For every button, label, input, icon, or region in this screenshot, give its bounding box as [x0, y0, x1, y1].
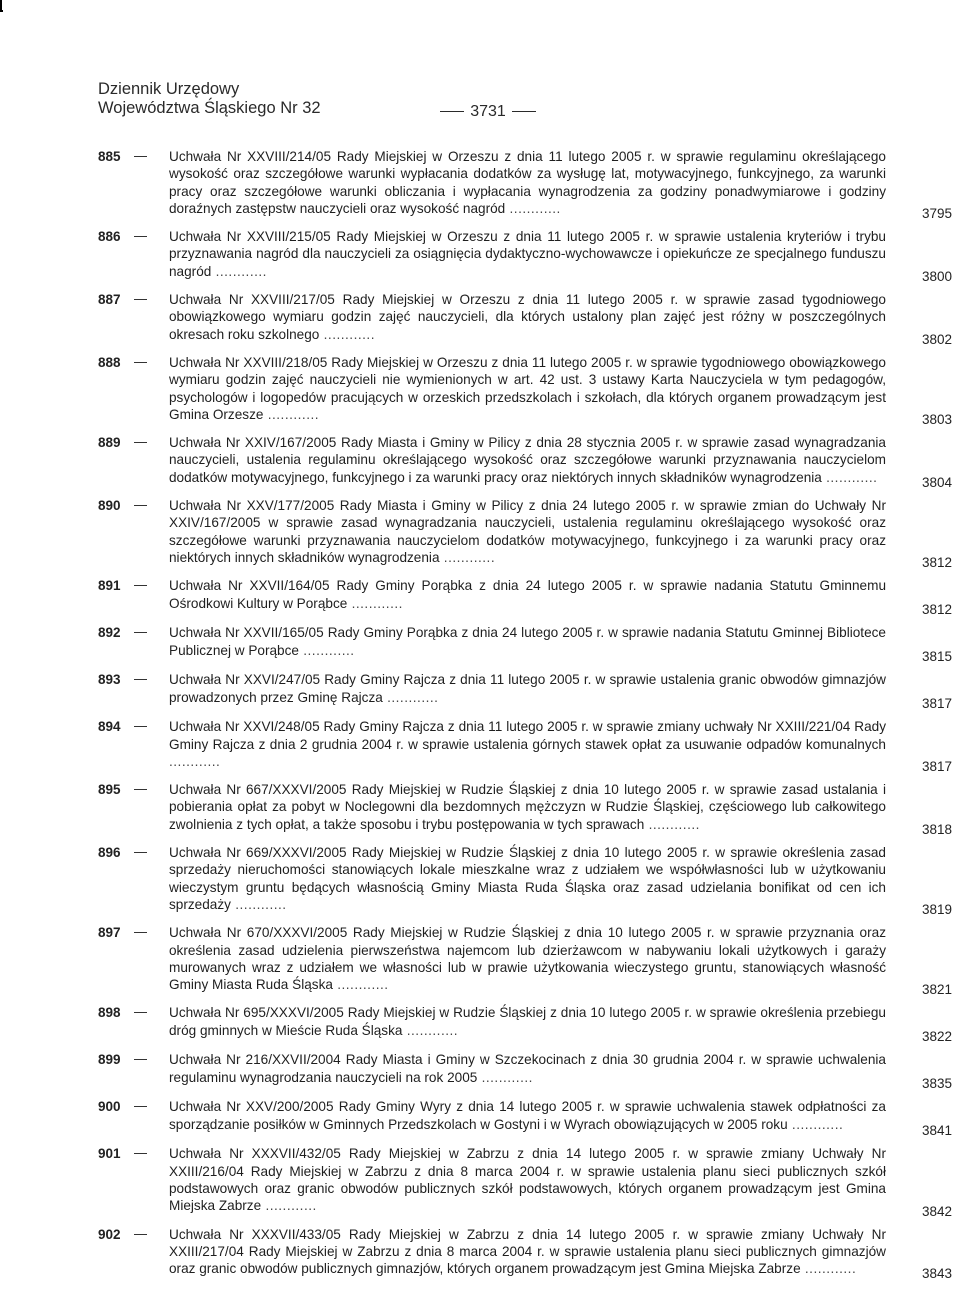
dot-leader: ............: [263, 406, 320, 422]
entry-title-text: Uchwała Nr 216/XXVII/2004 Rady Miasta i Gminy w Szczekocinach z dnia 30 grudnia 2004 r. w sprawie uchwalenia regulaminu wynagrodzania nauczycieli na rok 2005: [169, 1052, 886, 1085]
entry-page-number: 3821: [922, 982, 953, 998]
entry-title-text: Uchwała Nr XXIV/167/2005 Rady Miasta i Gminy w Pilicy z dnia 28 stycznia 2005 r. w sprawie zasad wynagradzania nauczycieli, ustalenia regulaminu określającego wysokość oraz szczegółowe warunki przyznawania nauczycielom dodatków motywacyjnego, funkcyjnego i za warunki pracy oraz niektórych innych składników wynagrodzenia: [169, 435, 886, 485]
entry-title: [169, 354, 886, 423]
toc-entry: [0, 291, 960, 347]
page-number: 3731: [470, 103, 506, 120]
entry-title-text: Uchwała Nr 670/XXXVI/2005 Rady Miejskiej w Rudzie Śląskiej z dnia 10 lutego 2005 r. w sprawie przyznania oraz określenia zasad udzielenia pierwszeństwa najemcom lub dzierżawcom w nabywaniu lokali użytkowych i garaży murowanych wraz z udziałem we własności lub w prawie użytkowania wieczystego gruntu, stanowiących własność Gminy Miasta Ruda Śląska: [169, 925, 886, 993]
entry-title-text: Uchwała Nr XXVIII/214/05 Rady Miejskiej w Orzeszu z dnia 11 lutego 2005 r. w sprawie regulaminu określającego wysokość oraz szczegółowe warunki wypłacania dodatków za wysługę lat, motywacyjnego, funkcyjnego, za warunki pracy oraz szczegółowe warunki obliczania i wypłacania wynagrodzenia za godziny ponadwymiarowe i godziny doraźnych zastępstw nauczycieli oraz wysokość nagród: [169, 149, 886, 216]
entry-title-text: Uchwała Nr XXV/200/2005 Rady Gminy Wyry z dnia 14 lutego 2005 r. w sprawie uchwalenia stawek odpłatności za sporządzanie posiłków w Gminnych Przedszkolach w Gostyni i w Wyrach obowiązujących w 2005 roku: [169, 1099, 886, 1132]
entry-title-text: Uchwała Nr 669/XXXVI/2005 Rady Miejskiej w Rudzie Śląskiej z dnia 10 lutego 2005 r. w sprawie określenia zasad sprzedaży nieruchomości stanowiących lokale mieszkalne wraz z udziałem we współwłasności lub w użytkowaniu wieczystym gruntu będących własnością Gminy Miasta Ruda Śląska oraz zasad udzielania bonifikat od cen ich sprzedaży: [169, 845, 886, 912]
entry-title: [169, 671, 886, 706]
page-number-block: [98, 102, 878, 121]
dot-leader: ............: [261, 1198, 317, 1214]
entry-number: 894: [98, 719, 121, 735]
entry-page-number: 3815: [922, 649, 953, 665]
toc-entry: [0, 148, 960, 222]
entry-number: 895: [98, 782, 121, 798]
entry-title: [169, 434, 886, 486]
entry-number: 893: [98, 672, 121, 688]
dot-leader: ............: [298, 642, 355, 658]
entry-title-text: Uchwała Nr XXV/177/2005 Rady Miasta i Gminy w Pilicy z dnia 24 lutego 2005 r. w sprawie zmian do Uchwały Nr XXIV/167/2005 w sprawie zasad wynagradzania nauczycieli, ustalenia regulaminu określającego wysokość oraz szczegółowe warunki przyznawania nauczycielom dodatków motywacyjnego, funkcyjnego i za warunki pracy oraz niektórych innych składników wynagrodzenia: [169, 498, 886, 565]
entry-page-number: 3818: [922, 822, 953, 838]
entry-dash: [134, 1059, 147, 1060]
page-number-dash-left: [440, 111, 464, 112]
entry-title-text: Uchwała Nr XXVII/165/05 Rady Gminy Porąbka z dnia 24 lutego 2005 r. w sprawie nadania Statutu Gminnej Bibliotece Publicznej w Porąbce: [169, 625, 886, 658]
entry-title-text: Uchwała Nr 695/XXXVI/2005 Rady Miejskiej w Rudzie Śląskiej z dnia 10 lutego 2005 r. w sprawie określenia przebiegu dróg gminnych w Mieście Ruda Śląska: [169, 1005, 886, 1038]
dot-leader: ............: [821, 469, 878, 485]
entry-page-number: 3804: [922, 475, 953, 491]
dot-leader: ............: [644, 816, 700, 832]
entry-dash: [134, 362, 147, 363]
entry-title-text: Uchwała Nr XXXVII/432/05 Rady Miejskiej w Zabrzu z dnia 14 lutego 2005 r. w sprawie zmiany Uchwały Nr XXIII/216/04 Rady Miejskiej w Zabrzu z dnia 8 marca 2004 r. w sprawie ustalenia planu sieci publicznych szkół podstawowych oraz granic obwodów publicznych szkół podstawowych, których organem prowadzącym jest Gmina Miejska Zabrze: [169, 1146, 886, 1214]
entry-title: [169, 1226, 886, 1278]
entry-number: 897: [98, 925, 121, 941]
toc-entry: [0, 1226, 960, 1282]
entry-title: [169, 718, 886, 770]
toc-entry: [0, 924, 960, 998]
entry-dash: [134, 1012, 147, 1013]
entry-title-text: Uchwała Nr XXVIII/218/05 Rady Miejskiej w Orzeszu z dnia 11 lutego 2005 r. w sprawie tygodniowego obowiązkowego wymiaru godzin zajęć nauczycieli nie wymienionych w art. 42 ust. 3 ustawy Karta Nauczyciela w tym pedagogów, psychologów i logopedów pracujących w orzeskich przedszkolach i szkołach, dla których organem prowadzącym jest Gmina Orzesze: [169, 354, 886, 422]
entry-dash: [134, 852, 147, 853]
table-of-contents: [0, 148, 960, 1288]
toc-entry: [0, 434, 960, 491]
entry-number: 899: [98, 1052, 121, 1068]
entry-title-text: Uchwała Nr 667/XXXVI/2005 Rady Miejskiej w Rudzie Śląskiej z dnia 10 lutego 2005 r. w sprawie zasad ustalania i pobierania opłat za pobyt w Noclegowni dla bezdomnych mężczyzn w Rudzie Śląskiej, częściowego lub całkowitego zwolnienia z tych opłat, a także sposobu i trybu postępowania w tych sprawach: [169, 782, 886, 832]
toc-entry: [0, 671, 960, 712]
toc-entry: [0, 718, 960, 775]
dot-leader: ............: [505, 200, 561, 216]
entry-dash: [134, 1234, 147, 1235]
entry-dash: [134, 442, 147, 443]
entry-page-number: 3822: [922, 1029, 953, 1045]
entry-title-text: Uchwała Nr XXVIII/215/05 Rady Miejskiej w Orzeszu z dnia 11 lutego 2005 r. w sprawie ustalenia kryteriów i trybu przyznawania nagród dla nauczycieli za osiągnięcia dydaktyczno-wychowawcze i opiekuńcze ze specjalnego funduszu nagród: [169, 229, 886, 279]
entry-number: 902: [98, 1226, 121, 1242]
entry-dash: [134, 789, 147, 790]
entry-dash: [134, 1106, 147, 1107]
entry-page-number: 3819: [922, 902, 953, 918]
toc-entry: [0, 1004, 960, 1045]
dot-leader: ............: [382, 689, 439, 705]
dot-leader: ............: [477, 1069, 533, 1085]
dot-leader: ............: [347, 595, 403, 611]
dot-leader: ............: [319, 326, 375, 342]
entry-dash: [134, 236, 147, 237]
entry-number: 900: [98, 1099, 121, 1115]
entry-title: [169, 1004, 886, 1039]
entry-dash: [134, 726, 147, 727]
entry-number: 898: [98, 1005, 121, 1021]
entry-dash: [134, 585, 147, 586]
entry-dash: [134, 632, 147, 633]
entry-title-text: Uchwała Nr XXVI/248/05 Rady Gminy Rajcza z dnia 11 lutego 2005 r. w sprawie zmiany uchwały Nr XXIII/221/04 Rady Gminy Rajcza z dnia 2 grudnia 2004 r. w sprawie ustalenia górnych stawek opłat za usuwanie odpadów komunalnych: [169, 719, 886, 752]
entry-page-number: 3800: [922, 269, 953, 285]
entry-title: [169, 781, 886, 833]
entry-page-number: 3835: [922, 1076, 953, 1092]
entry-title-text: Uchwała Nr XXVII/164/05 Rady Gminy Porąbka z dnia 24 lutego 2005 r. w sprawie nadania Statutu Gminnemu Ośrodkowi Kultury w Porąbce: [169, 578, 886, 611]
entry-page-number: 3841: [922, 1123, 953, 1139]
toc-entry: [0, 577, 960, 618]
dot-leader: ............: [402, 1022, 459, 1038]
entry-page-number: 3812: [922, 555, 953, 571]
entry-page-number: 3817: [922, 759, 953, 775]
entry-title: [169, 1098, 886, 1133]
journal-subtitle: Województwa Śląskiego Nr 32: [98, 99, 321, 117]
entry-number: 885: [98, 149, 121, 164]
entry-title-text: Uchwała Nr XXVIII/217/05 Rady Miejskiej w Orzeszu z dnia 11 lutego 2005 r. w sprawie zasad tygodniowego obowiązkowego wymiaru godzin zajęć nauczycieli, dla których ustalony plan zajęć jest różny w poszczególnych okresach roku szkolnego: [169, 292, 886, 342]
entry-title: [169, 228, 886, 280]
entry-number: 888: [98, 354, 121, 370]
dot-leader: ............: [211, 263, 267, 279]
entry-page-number: 3842: [922, 1203, 953, 1219]
entry-number: 890: [98, 498, 121, 514]
journal-title: Dziennik Urzędowy: [98, 80, 240, 98]
toc-entry: [0, 497, 960, 571]
entry-title-text: Uchwała Nr XXXVII/433/05 Rady Miejskiej w Zabrzu z dnia 14 lutego 2005 r. w sprawie zmiany Uchwały Nr XXIII/217/04 Rady Miejskiej w Zabrzu z dnia 8 marca 2004 r. w sprawie ustalenia planu sieci publicznych gimnazjów oraz granic obwodów publicznych gimnazjów, których organem prowadzącym jest Gmina Miejska Zabrze: [169, 1226, 886, 1277]
toc-entry: [0, 1098, 960, 1139]
entry-dash: [134, 299, 147, 300]
entry-page-number: 3795: [922, 206, 953, 222]
entry-number: 896: [98, 845, 121, 861]
entry-title: [169, 148, 886, 217]
entry-dash: [134, 932, 147, 933]
entry-title: [169, 577, 886, 612]
toc-entry: [0, 354, 960, 428]
entry-title: [169, 1051, 886, 1086]
entry-page-number: 3802: [922, 331, 953, 347]
entry-page-number: 3812: [922, 602, 953, 618]
crop-mark: [0, 0, 3, 12]
entry-number: 886: [98, 229, 121, 245]
toc-entry: [0, 781, 960, 838]
entry-dash: [134, 156, 147, 157]
dot-leader: ............: [332, 977, 389, 993]
entry-title-text: Uchwała Nr XXVI/247/05 Rady Gminy Rajcza z dnia 11 lutego 2005 r. w sprawie ustalenia granic obwodów gimnazjów prowadzonych przez Gminę Rajcza: [169, 672, 886, 705]
toc-entry: [0, 844, 960, 918]
entry-title: [169, 924, 886, 993]
dot-leader: ............: [439, 549, 496, 565]
dot-leader: ............: [230, 896, 287, 912]
entry-number: 889: [98, 435, 121, 451]
entry-title: [169, 291, 886, 343]
entry-dash: [134, 505, 147, 506]
entry-number: 891: [98, 578, 121, 594]
entry-page-number: 3803: [922, 412, 953, 428]
dot-leader: ............: [800, 1261, 857, 1277]
entry-dash: [134, 1153, 147, 1154]
page-header: [98, 80, 878, 124]
entry-title: [169, 1145, 886, 1214]
entry-title: [169, 624, 886, 659]
toc-entry: [0, 624, 960, 665]
page-number-dash-right: [512, 111, 536, 112]
entry-dash: [134, 679, 147, 680]
toc-entry: [0, 228, 960, 285]
entry-title: [169, 844, 886, 913]
toc-entry: [0, 1051, 960, 1092]
toc-entry: [0, 1145, 960, 1219]
entry-page-number: 3817: [922, 696, 953, 712]
entry-number: 901: [98, 1146, 121, 1162]
entry-number: 887: [98, 292, 121, 308]
dot-leader: ............: [169, 753, 221, 769]
entry-number: 892: [98, 625, 121, 641]
entry-title: [169, 497, 886, 566]
entry-page-number: 3843: [922, 1266, 953, 1282]
dot-leader: ............: [787, 1116, 844, 1132]
